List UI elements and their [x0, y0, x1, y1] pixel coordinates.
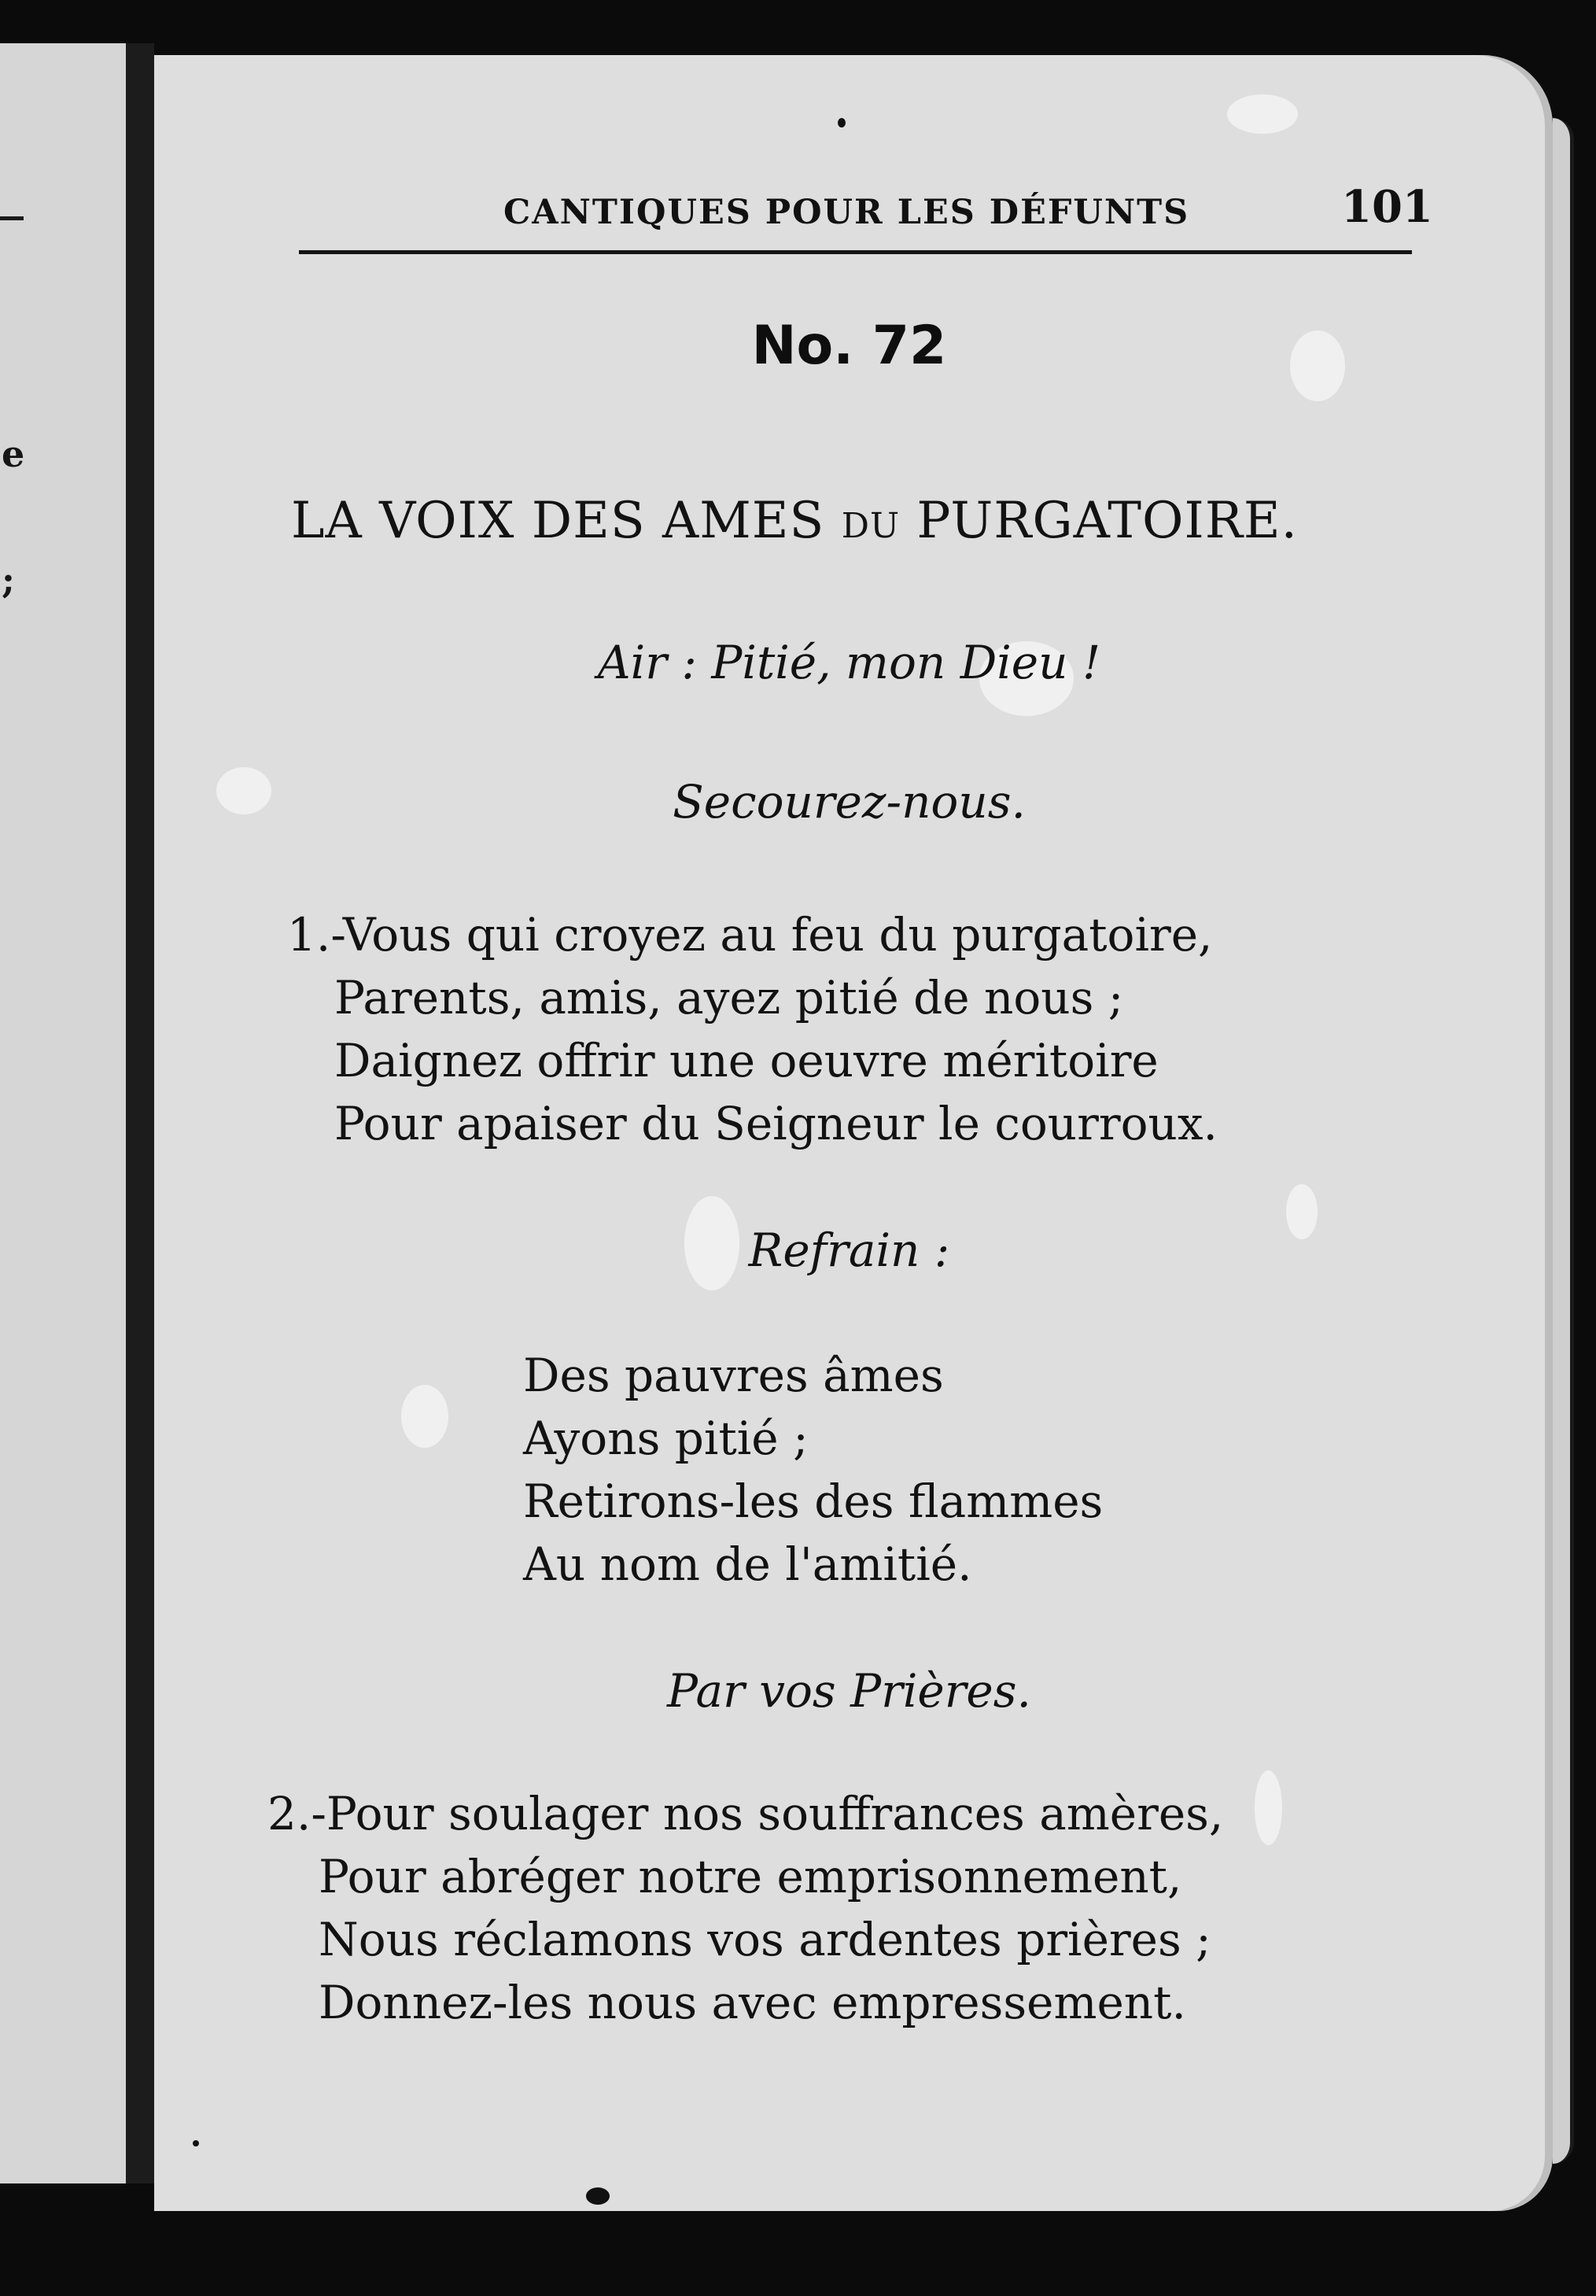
stanza-line: 1.-Vous qui croyez au feu du purgatoire, [287, 908, 1213, 962]
paper-stain [1227, 94, 1298, 134]
page-number: 101 [1341, 181, 1433, 233]
paper-stain [1255, 1770, 1282, 1845]
stanza-line: Daignez offrir une oeuvre méritoire [334, 1034, 1159, 1087]
refrain-label: Refrain : [748, 1224, 950, 1277]
stanza-2 [267, 1782, 1223, 2034]
stanza-line: Donnez-les nous avec empressement. [319, 1976, 1186, 2029]
running-head: CANTIQUES POUR LES DÉFUNTS [503, 193, 1190, 232]
page-edge [1553, 118, 1574, 2164]
hymn-subtitle: Secourez-nous. [673, 775, 1026, 829]
refrain-line: Ayons pitié ; [523, 1412, 809, 1465]
stanza-line: Pour abréger notre emprisonnement, [319, 1850, 1182, 1903]
refrain [523, 1344, 1103, 1596]
refrain-line: Au nom de l'amitié. [523, 1537, 972, 1591]
ink-speck [838, 118, 846, 127]
facing-page-fragment-e: e [2, 433, 25, 475]
hymn-title-part-2: PURGATOIRE. [916, 492, 1298, 550]
stanza-1 [287, 903, 1218, 1155]
refrain-line: Des pauvres âmes [523, 1349, 944, 1402]
hymn-title-small: DU [841, 506, 901, 546]
facing-page-fragment-semicolon: ; [2, 559, 15, 601]
facing-page-dash [0, 216, 24, 220]
stanza-line: Nous réclamons vos ardentes prières ; [319, 1913, 1211, 1966]
hymn-title-part-1: LA VOIX DES AMES [291, 492, 825, 550]
tune-indication: Air : Pitié, mon Dieu ! [597, 636, 1101, 689]
paper-stain [401, 1385, 448, 1448]
ink-speck [586, 2187, 610, 2205]
header-rule [299, 250, 1412, 254]
stanza-line: 2.-Pour soulager nos souffrances amères, [267, 1787, 1224, 1840]
stanza-line: Pour apaiser du Seigneur le courroux. [334, 1097, 1218, 1150]
hymn-number: No. 72 [751, 315, 947, 377]
stanza-line: Parents, amis, ayez pitié de nous ; [334, 971, 1124, 1024]
ink-speck [193, 2140, 199, 2147]
hymn-title [291, 492, 1298, 550]
refrain-line: Retirons-les des flammes [523, 1475, 1104, 1528]
interlude-label: Par vos Prières. [667, 1664, 1031, 1718]
